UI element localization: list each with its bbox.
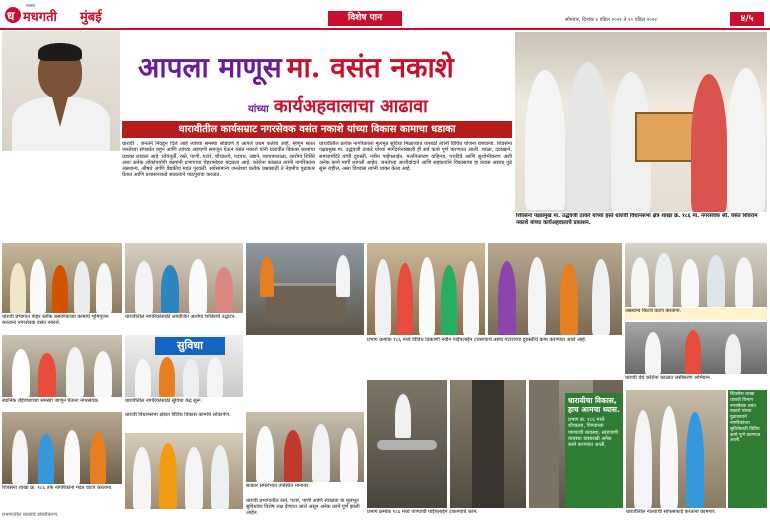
photo-person <box>645 332 661 374</box>
photo-person <box>185 447 203 509</box>
photo-person <box>38 434 54 484</box>
dateline: सोमवार, दिनांक ४ एप्रिल २०२२ ते १० एप्रिल २०२२ <box>565 17 657 23</box>
photo-pipeline <box>367 380 447 508</box>
info-box-text: धारावी प्रभागातील रस्ते, गटारे, पाणी आणि स्वच्छता या मूलभूत सुविधांवर विशेष लक्ष देण्यात आले असून अनेक कामे पूर्ण झाली आहेत. <box>246 498 360 517</box>
photo-person <box>183 359 199 397</box>
headline-part2: मा. वसंत नकाशे <box>286 51 454 84</box>
photo-person <box>660 406 678 508</box>
body-text-col1: धारावी : जनतेने निवडून दिले आहे त्यांच्या समस्या सोडवणे हे आपले प्रथम कर्तव्य आहे. म्हणून सतत जनतेच्या संपर्कात राहून आणि त्यांच्या अडचणी समजून घेऊन वसंत नकाशे यांनी धारावीत विकास कामांचा धडाका लावला आहे. ध्येयपूर्ती, रस्ते, पाणी, गटारे, शौचालये, पदपथ, उद्याने, व्यायामशाळा, आरोग्य शिबिरे अशा अनेक लोकोपयोगी कामांनी प्रभागाचा चेहरामोहरा बदलला आहे. कोरोना काळात त्यांनी नागरिकांना अन्नधान्य, औषधे आणि वैद्यकीय मदत पुरवली. सर्वसामान्य जनतेच्या प्रत्येक प्रश्नासाठी ते नेहमीच पुढाकार घेतात आणि प्रशासनाकडे सातत्याने पाठपुरावा करतात. <box>122 141 315 179</box>
photo-person <box>94 351 112 397</box>
caption-7: सत्कार समारंभात उपस्थित मान्यवर. <box>246 483 310 489</box>
photo-person <box>215 267 233 313</box>
photo-person <box>159 357 175 397</box>
photo-person <box>560 263 578 335</box>
held-poster <box>635 112 695 162</box>
photo-person <box>655 253 673 307</box>
page-number-text: ४/५ <box>740 14 754 24</box>
photo-person <box>12 430 28 484</box>
section-tab-label: विशेष पान <box>347 13 383 23</box>
caption-3: धारावीतील नाल्याची साफसफाई करताना कामगार. <box>626 509 717 515</box>
photo-person <box>336 255 350 297</box>
suvidha-sign <box>155 337 225 355</box>
photo-person <box>528 257 546 335</box>
photo-person <box>211 445 229 509</box>
photo-site-visit <box>626 390 726 508</box>
logo-small-text: सामना <box>26 3 36 8</box>
caption-9: प्रभाग क्रमांक १८६ मध्ये पाण्याची पाईपलाईन टाकण्याचे काम. <box>367 509 478 515</box>
section-tab <box>328 11 402 26</box>
portrait-photo <box>2 31 120 151</box>
photo-person <box>395 394 411 438</box>
photo-person <box>207 357 223 397</box>
pipe <box>377 440 437 450</box>
photo-person <box>52 265 68 313</box>
masthead <box>0 0 770 30</box>
green-side-strip <box>728 390 767 508</box>
photo-person <box>38 353 56 397</box>
photo-person <box>725 334 741 374</box>
photo-suvidha-center <box>125 335 243 397</box>
caption-12: शिवसेना शाखा क्र. १८६ तर्फे नागरिकांना मदत वाटप करताना. <box>2 485 113 491</box>
photo-person <box>681 259 699 307</box>
photo-person <box>419 257 435 335</box>
photo-person <box>686 412 704 508</box>
masthead-rule <box>0 28 770 30</box>
photo-person <box>66 347 84 397</box>
green-info-box <box>565 393 623 508</box>
suvidha-sign-text: सुविधा <box>176 339 203 352</box>
photo-group-right <box>625 243 767 307</box>
caption-4: स्थानिक रहिवाशांच्या समस्या जाणून घेताना नगरसेवक. <box>2 398 100 404</box>
photo-person <box>498 261 516 335</box>
photo-person <box>463 261 479 335</box>
photo-person <box>312 424 330 482</box>
photo-meeting <box>2 335 122 397</box>
photo-person <box>30 259 46 313</box>
caption-2: धारावीतील नागरिकांसाठी आयोजित आरोग्य शिबिराचे उद्घाटन. <box>125 314 237 320</box>
photo-person <box>727 68 765 212</box>
green-box-text: प्रभाग क्र. १८६ मध्ये शौचालय, पिण्याच्या पाण्याची व्यवस्था, सांडपाणी व्यवस्था यासारखी अनेक कामे करण्यात आली. <box>568 417 619 449</box>
photo-person <box>375 259 391 335</box>
photo-person <box>691 74 727 212</box>
photo-kit-distribution <box>488 243 622 335</box>
photo-person <box>631 257 649 307</box>
headline-subtitle <box>248 94 508 118</box>
photo-gutter <box>450 380 526 508</box>
gutter-channel <box>472 380 504 508</box>
caption-10: प्रभागातील रस्त्यांचे डांबरीकरण. <box>2 512 59 518</box>
photo-person <box>74 261 90 313</box>
photo-person <box>96 263 112 313</box>
photo-person <box>592 259 610 335</box>
logo-word: मधगती <box>23 10 57 25</box>
headline-part1: आपला माणूस <box>138 51 282 84</box>
photo-person <box>135 261 153 313</box>
headline-sub-small: यांच्या <box>248 104 269 115</box>
portrait-hair <box>38 43 82 61</box>
alley-wall <box>529 380 559 508</box>
logo <box>4 4 124 26</box>
photo-person <box>10 263 26 313</box>
logo-prefix: ध <box>7 9 15 23</box>
photo-person <box>189 259 207 313</box>
photo-health-camp <box>125 243 243 313</box>
photo-person <box>634 410 652 508</box>
photo-inauguration <box>246 412 364 482</box>
photo-person <box>133 447 151 509</box>
photo-person <box>64 430 80 484</box>
photo-drain-work <box>246 243 364 335</box>
photo-person <box>12 349 30 397</box>
photo-person <box>441 265 457 335</box>
photo-felicitation <box>125 433 243 509</box>
photo-ceremony <box>2 243 122 313</box>
photo-person <box>90 432 106 484</box>
photo-person <box>707 255 725 307</box>
photo-person <box>735 257 753 307</box>
photo-person <box>260 257 274 297</box>
photo-person <box>340 428 358 482</box>
caption-8: धारावी येथे कोरोना काळात लसीकरण अभियान. <box>625 375 712 381</box>
photo-person <box>685 330 701 374</box>
caption-5: अन्नधान्य किटचे वाटप करताना. <box>625 308 767 320</box>
green-box-title: धारावीचा विकास, हाच आमचा ध्यास. <box>568 396 620 414</box>
headline-sub-big: कार्यअहवालाचा आढावा <box>273 96 428 117</box>
photo-person <box>284 430 302 482</box>
photo-person <box>567 62 609 212</box>
photo-person <box>135 359 151 397</box>
green-strip-text: शिवसेना शाखा धारावी विभाग नगरसेवक वसंत नकाशे यांच्या पुढाकाराने नागरिकांच्या सुविधेसाठी विविध कामे पूर्ण करण्यात आली. <box>730 392 761 444</box>
headline-title <box>138 48 518 88</box>
photo-person <box>525 70 565 210</box>
caption-6: धारावी विधानसभा क्षेत्रात विविध विकास कामांचे लोकार्पण. <box>125 412 231 418</box>
caption-1: धारावी प्रभागात पेव्हर ब्लॉक बसवण्याच्या कामाचे भूमिपूजन करताना नगरसेवक वसंत नकाशे. <box>2 314 109 327</box>
logo-city: मुंबई <box>80 10 102 25</box>
info-box-mid <box>246 498 364 524</box>
photo-person <box>397 263 413 335</box>
caption-11: धारावीतील नागरिकांसाठी सुविधा केंद्र सुरू. <box>125 398 203 404</box>
headline-banner-text: धारावीतील कार्यसम्राट नगरसेवक वसंत नकाशे यांच्या विकास कामाचा धडाका <box>178 124 456 135</box>
photo-person <box>256 426 274 482</box>
body-text-col2: धारावीतील प्रत्येक नागरिकाला मूलभूत सुविधा मिळाव्यात यासाठी त्यांनी विविध योजना राबवल्या. शिवसेना पक्षप्रमुख मा. उद्धवजी ठाकरे यांच्या मार्गदर्शनाखाली ही सर्व कामे पूर्ण करण्यात आली. शाळा, दवाखाने, समाजमंदिरे यांची दुरुस्ती, नवीन पाईपलाईन, मलनिःसारण वाहिन्या, पथदिवे आणि सुशोभीकरण अशी अनेक कामे मार्गी लागली आहेत. जनतेच्या आशीर्वादाने आणि सहकार्याने विकासाचा हा प्रवास असाच पुढे सुरू राहील, असा विश्वास त्यांनी व्यक्त केला आहे. <box>319 141 512 173</box>
photo-person <box>161 265 179 313</box>
photo-worksite <box>2 412 122 484</box>
photo-person <box>159 443 177 509</box>
mid-info-text: प्रभाग क्रमांक १८६ मध्ये विविध ठिकाणी नवीन पाईपलाईन टाकण्याचे तसेच गटारांच्या दुरुस्तीचे काम करण्यात आले आहे. <box>367 337 587 343</box>
headline-banner <box>122 121 512 138</box>
top-photo-caption: शिवसेना पक्षप्रमुख मा. उद्धवजी ठाकरे यांच्या हस्ते धारावी विधानसभा क्षेत्र शाखा क्र. १८६ मा. नगरसेवक श्री. वसंत शिवराम नकाशे यांच्या कार्यअहवालाचे प्रकाशन. <box>516 213 758 226</box>
photo-road-work <box>625 322 767 374</box>
page-number <box>730 12 764 26</box>
photo-residents <box>367 243 485 335</box>
drain-structure <box>266 283 346 323</box>
top-right-photo <box>515 32 767 212</box>
